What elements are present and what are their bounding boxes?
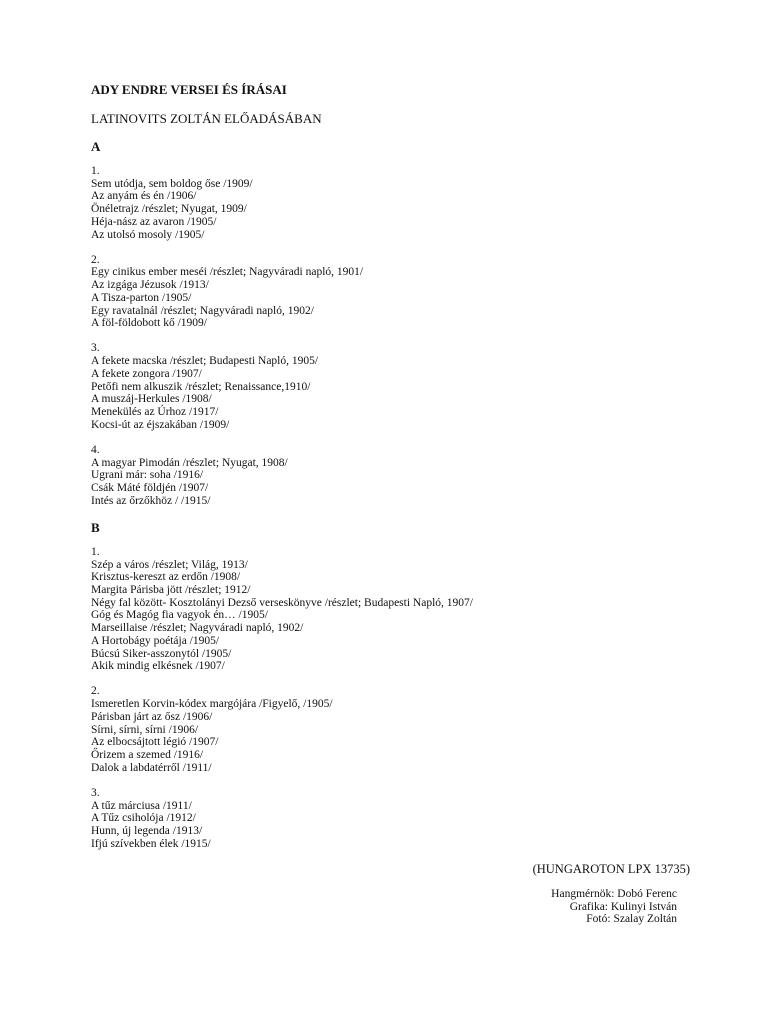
document-body — [91, 82, 691, 863]
track-item: A Hortobágy poétája /1905/ — [91, 634, 220, 647]
track-item: A muszáj-Herkules /1908/ — [91, 393, 212, 406]
group-number: 3. — [91, 786, 100, 799]
track-item: Búcsú Siker-asszonytól /1905/ — [91, 647, 232, 660]
track-group — [91, 546, 691, 673]
group-number: 2. — [91, 253, 100, 266]
track-item: Őrizem a szemed /1916/ — [91, 748, 204, 761]
group-number: 3. — [91, 342, 100, 355]
track-item: Menekülés az Úrhoz /1917/ — [91, 405, 219, 418]
track-item: A fekete zongora /1907/ — [91, 367, 202, 380]
part-section — [91, 139, 691, 507]
track-group — [91, 254, 691, 330]
track-item: A magyar Pimodán /részlet; Nyugat, 1908/ — [91, 456, 288, 469]
track-item: A Tűz csiholója /1912/ — [91, 812, 196, 825]
catalog-number: (HUNGAROTON LPX 13735) — [532, 862, 690, 876]
track-item: Szép a város /részlet; Világ, 1913/ — [91, 558, 248, 571]
track-group — [91, 787, 691, 851]
document-subtitle: LATINOVITS ZOLTÁN ELŐADÁSÁBAN — [91, 111, 322, 126]
track-item: Krisztus-kereszt az erdőn /1908/ — [91, 571, 241, 584]
track-item: Intés az őrzőkhöz / /1915/ — [91, 494, 211, 507]
track-item: Ifjú szívekben élek /1915/ — [91, 837, 211, 850]
credit-line: Grafika: Kulinyi István — [569, 900, 677, 913]
part-section — [91, 520, 691, 850]
credits — [551, 888, 677, 926]
track-item: Héja-nász az avaron /1905/ — [91, 215, 217, 228]
track-list — [91, 139, 691, 850]
track-item: Ugrani már: soha /1916/ — [91, 469, 204, 482]
track-item: Az anyám és én /1906/ — [91, 190, 197, 203]
track-item: Dalok a labdatérről /1911/ — [91, 761, 212, 774]
track-item: Góg és Magóg fia vagyok én… /1905/ — [91, 609, 268, 622]
track-item: Kocsi-út az éjszakában /1909/ — [91, 418, 230, 431]
track-item: Egy cinikus ember meséi /részlet; Nagyváradi napló, 1901/ — [91, 266, 364, 279]
group-number: 1. — [91, 165, 100, 177]
track-item: Önéletrajz /részlet; Nyugat, 1909/ — [91, 203, 247, 216]
credit-line: Hangmérnök: Dobó Ferenc — [551, 888, 677, 900]
track-item: Sírni, sírni, sírni /1906/ — [91, 723, 199, 736]
group-number: 4. — [91, 443, 100, 456]
track-item: A Tisza-parton /1905/ — [91, 291, 192, 304]
track-group — [91, 165, 691, 241]
track-group — [91, 342, 691, 431]
track-item: A fekete macska /részlet; Budapesti Napló, 1905/ — [91, 355, 319, 368]
track-item: Egy ravatalnál /részlet; Nagyváradi napló, 1902/ — [91, 304, 314, 317]
track-item: Csák Máté földjén /1907/ — [91, 481, 209, 494]
track-item: Párisban járt az ősz /1906/ — [91, 710, 213, 723]
track-item: Sem utódja, sem boldog őse /1909/ — [91, 177, 253, 190]
track-item: A tűz márciusa /1911/ — [91, 799, 192, 812]
group-number: 1. — [91, 545, 100, 558]
credit-line: Fotó: Szalay Zoltán — [586, 913, 677, 926]
part-label: B — [91, 519, 100, 535]
track-item: Az izgága Jézusok /1913/ — [91, 279, 209, 292]
track-group — [91, 444, 691, 508]
track-item: A föl-földobott kő /1909/ — [91, 317, 207, 330]
track-item: Hunn, új legenda /1913/ — [91, 824, 203, 837]
track-item: Petőfi nem alkuszik /részlet; Renaissance,1910/ — [91, 380, 311, 393]
group-number: 2. — [91, 685, 100, 698]
track-item: Ismeretlen Korvin-kódex margójára /Figyelő, /1905/ — [91, 698, 333, 711]
part-label: A — [91, 139, 101, 154]
track-item: Az utolsó mosoly /1905/ — [91, 228, 205, 241]
track-item: Négy fal között- Kosztolányi Dezső verseskönyve /részlet; Budapesti Napló, 1907/ — [91, 596, 473, 609]
track-item: Az elbocsájtott légió /1907/ — [91, 736, 219, 749]
track-item: Margita Párisba jött /részlet; 1912/ — [91, 583, 251, 596]
track-item: Marseillaise /részlet; Nagyváradi napló, 1902/ — [91, 622, 304, 635]
track-item: Akik mindig elkésnek /1907/ — [91, 660, 225, 673]
track-group — [91, 685, 691, 774]
document-title: ADY ENDRE VERSEI ÉS ÍRÁSAI — [91, 82, 287, 97]
